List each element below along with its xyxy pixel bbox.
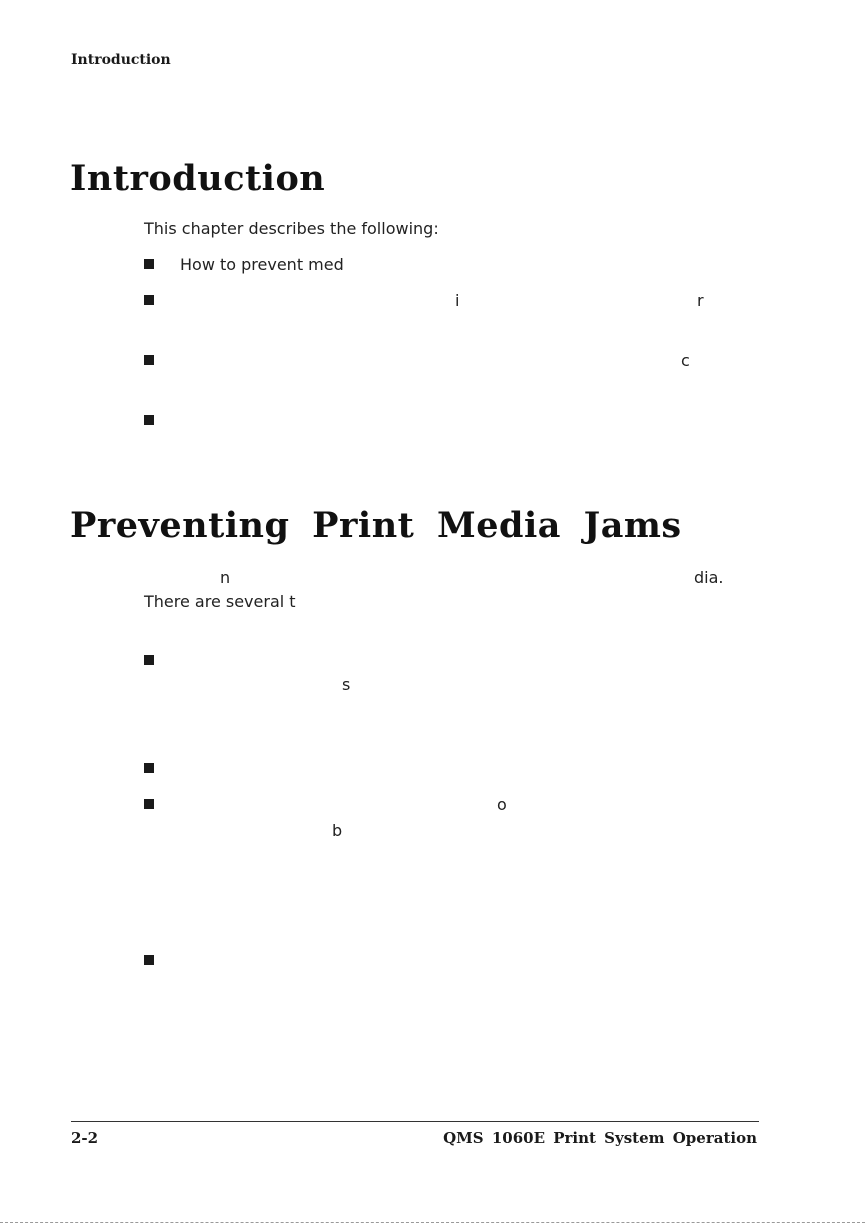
section-heading-preventing-jams: Preventing Print Media Jams [70, 505, 682, 546]
bullet-marker [144, 415, 154, 425]
bullet-marker [144, 763, 154, 773]
bullet-marker [144, 355, 154, 365]
text-fragment: n [220, 568, 231, 587]
footer-rule [71, 1121, 759, 1122]
text-fragment: b [332, 821, 343, 840]
bullet-marker [144, 799, 154, 809]
text-fragment: c [681, 351, 690, 370]
text-fragment: dia. [694, 568, 724, 587]
book-title: QMS 1060E Print System Operation [443, 1129, 757, 1147]
text-fragment: s [342, 675, 351, 694]
text-fragment: i [455, 291, 460, 310]
bullet-marker [144, 655, 154, 665]
page-trim-line [0, 1222, 865, 1223]
bullet-marker [144, 295, 154, 305]
intro-lead-text: This chapter describes the following: [144, 219, 439, 238]
bullet-marker [144, 259, 154, 269]
intro-bullet-1-text: How to prevent med [180, 255, 344, 274]
section-heading-introduction: Introduction [70, 158, 326, 199]
page-number: 2-2 [71, 1129, 99, 1147]
text-fragment: o [497, 795, 507, 814]
text-fragment: r [697, 291, 704, 310]
jams-paragraph-line-2: There are several t [144, 592, 296, 611]
bullet-marker [144, 955, 154, 965]
running-head: Introduction [71, 52, 171, 68]
